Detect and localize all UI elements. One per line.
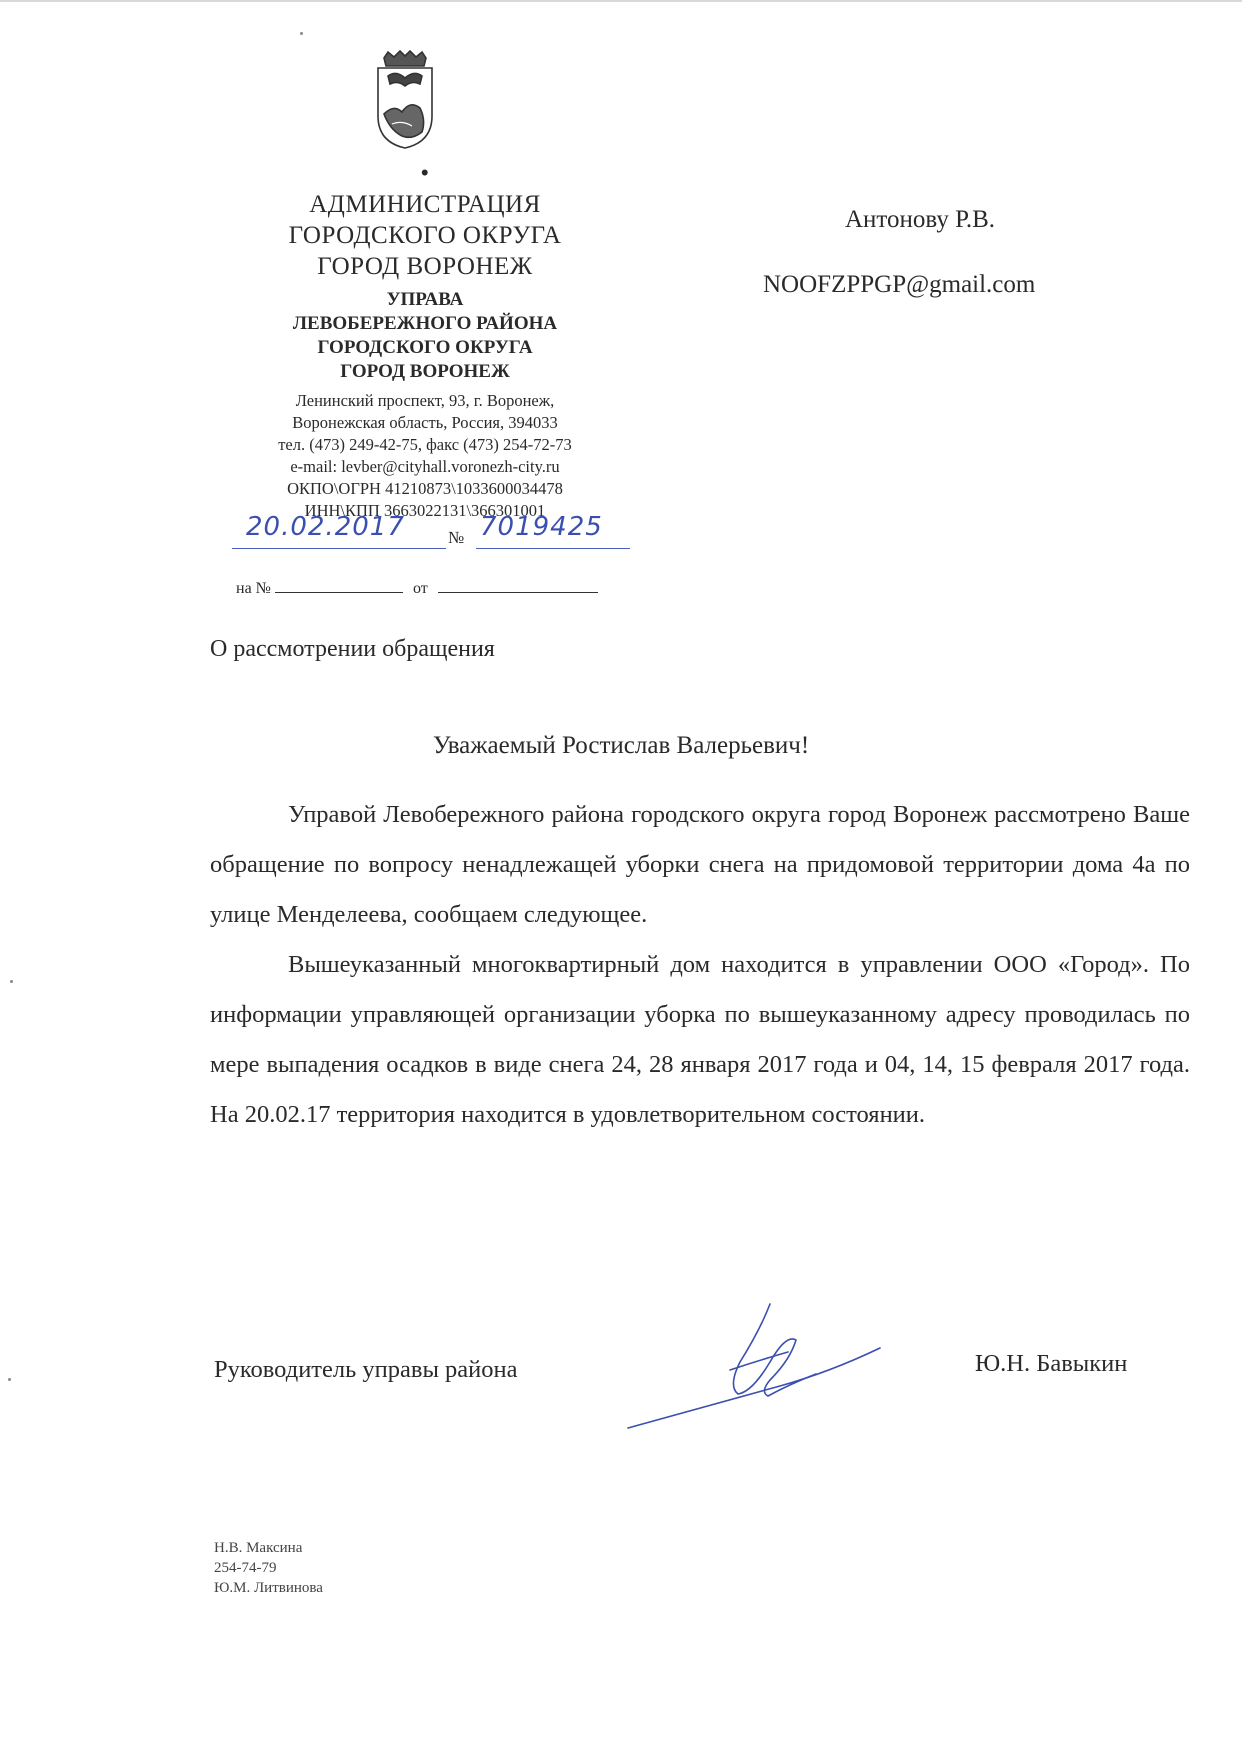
- sender-email: e-mail: levber@cityhall.voronezh-city.ru: [290, 457, 560, 476]
- ref-from-label: от: [412, 580, 428, 597]
- handwritten-signature-icon: [620, 1300, 890, 1440]
- executor-info: [214, 1538, 323, 1598]
- phone-fax: тел. (473) 249-42-75, факс (473) 254-72-73: [278, 435, 572, 454]
- uprava-line2: ЛЕВОБЕРЕЖНОГО РАЙОНА: [292, 313, 558, 334]
- reference-line: [236, 578, 598, 598]
- body-paragraph-1: Управой Левобережного района городского округа город Воронеж рассмотрено Ваше обращение по вопросу ненадлежащей уборки снега на придомовой территории дома 4а по улице Менделеева, сообщаем следующее.: [210, 801, 1190, 928]
- inn-kpp: ИНН\КПП 3663022131\366301001: [304, 501, 546, 520]
- ref-number-blank: [275, 578, 403, 593]
- date-underline: [232, 548, 446, 549]
- address-line1: Ленинский проспект, 93, г. Воронеж,: [295, 391, 555, 410]
- admin-title-line2: ГОРОДСКОГО ОКРУГА: [288, 222, 562, 249]
- uprava-title: [232, 288, 618, 384]
- admin-title-line3: ГОРОД ВОРОНЕЖ: [317, 253, 533, 280]
- bullet-mark: •: [420, 160, 430, 187]
- scan-speck: [10, 980, 13, 983]
- signer-title: Руководитель управы района: [214, 1356, 518, 1383]
- signer-name: Ю.Н. Бавыкин: [975, 1350, 1128, 1377]
- letter-body: [210, 790, 1190, 1140]
- handwritten-date: 20.02.2017: [246, 512, 405, 542]
- number-sign: №: [448, 528, 465, 547]
- executor-line3: Ю.М. Литвинова: [214, 1580, 323, 1596]
- scan-edge-line: [0, 0, 1242, 2]
- address-line2: Воронежская область, Россия, 394033: [292, 413, 558, 432]
- uprava-line1: УПРАВА: [386, 289, 464, 310]
- sender-header: [232, 158, 618, 522]
- body-paragraph-2: Вышеуказанный многоквартирный дом находится в управлении ООО «Город». По информации управляющей организации уборка по вышеуказанному адресу проводилась по мере выпадения осадков в виде снега 24, 28 января 2017 года и 04, 14, 15 февраля 2017 года. На 20.02.17 территория находится в удовлетворительном состоянии.: [210, 951, 1190, 1128]
- okpo-ogrn: ОКПО\ОГРН 41210873\1033600034478: [287, 479, 563, 498]
- ref-date-blank: [438, 578, 598, 593]
- sender-contacts: [232, 390, 618, 522]
- recipient-email: NOOFZPPGP@gmail.com: [763, 271, 1036, 298]
- scan-speck: [300, 32, 303, 35]
- ref-number-label: на №: [236, 580, 271, 597]
- handwritten-number: 7019425: [480, 512, 603, 542]
- recipient-name: Антонову Р.В.: [845, 206, 996, 233]
- coat-of-arms-icon: [372, 50, 438, 150]
- uprava-line3: ГОРОДСКОГО ОКРУГА: [317, 337, 533, 358]
- executor-line1: Н.В. Максина: [214, 1540, 303, 1556]
- scan-speck: [8, 1378, 11, 1381]
- number-underline: [476, 548, 630, 549]
- admin-title-line1: АДМИНИСТРАЦИЯ: [309, 191, 541, 218]
- letter-subject: О рассмотрении обращения: [210, 636, 495, 662]
- greeting: Уважаемый Ростислав Валерьевич!: [432, 732, 810, 759]
- uprava-line4: ГОРОД ВОРОНЕЖ: [340, 361, 510, 382]
- executor-phone: 254-74-79: [214, 1560, 277, 1576]
